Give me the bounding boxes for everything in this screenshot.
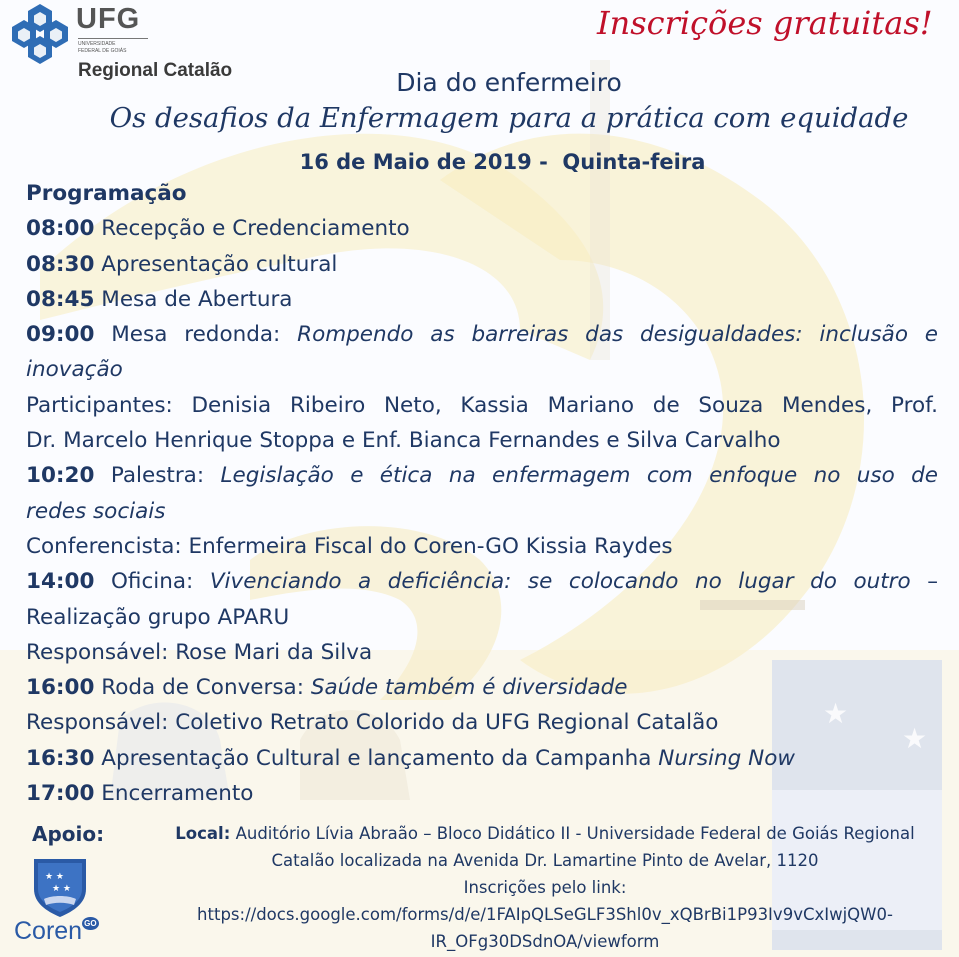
location-line-1 (140, 820, 950, 847)
schedule-activity: Mesa redonda: (111, 322, 281, 348)
location-label: Local: (175, 824, 231, 843)
lecturer-line: Conferencista: Enfermeira Fiscal do Coren-GO Kissia Raydes (26, 533, 673, 559)
schedule-item (26, 247, 938, 282)
ufg-name-line-2: FEDERAL DE GOIÁS (78, 48, 127, 54)
event-theme: Os desafios da Enfermagem para a prática com equidade (109, 102, 909, 134)
ufg-acronym: UFG (76, 3, 141, 35)
svg-text:★: ★ (902, 722, 928, 755)
registration-link-part-1[interactable]: https://docs.google.com/forms/d/e/1FAIpQLSeGLF3Shl0v_xQBrBi1P93Iv9vCxIwjQW0- (197, 905, 893, 924)
schedule-title: Rompendo as barreiras das desigualdades: inclusão e (297, 322, 939, 348)
program-heading: Programação (26, 181, 187, 206)
free-registration-banner: Inscrições gratuitas! (597, 4, 933, 42)
registration-link-part-2[interactable]: IR_OFg30DSdnOA/viewform (430, 932, 660, 951)
schedule-item (26, 741, 938, 776)
registration-label: Inscrições pelo link: (463, 878, 627, 897)
schedule-activity: Apresentação cultural (101, 251, 338, 277)
footer-info (140, 820, 950, 955)
schedule-item (26, 458, 938, 493)
schedule-title-continued: redes sociais (26, 498, 166, 524)
location-line-2: Catalão localizada na Avenida Dr. Lamartine Pinto de Avelar, 1120 (271, 851, 819, 870)
schedule-activity: Oficina: (110, 569, 194, 595)
coren-shield-icon (30, 855, 90, 919)
program-schedule (26, 176, 938, 811)
participants-line-2: Dr. Marcelo Henrique Stoppa e Enf. Bianca Fernandes e Silva Carvalho (26, 428, 781, 454)
schedule-activity: Mesa de Abertura (101, 286, 293, 312)
schedule-item (26, 211, 938, 246)
schedule-time: 16:00 (26, 675, 95, 701)
schedule-time: 08:00 (26, 216, 95, 242)
svg-text:★ ★: ★ ★ (52, 884, 71, 894)
schedule-item (26, 282, 938, 317)
schedule-dash: – (927, 569, 938, 595)
schedule-activity: Apresentação Cultural e lançamento da Campanha (101, 745, 652, 771)
registration-link-cont[interactable] (140, 928, 950, 955)
schedule-time: 16:30 (26, 745, 95, 771)
ufg-name-line-1: UNIVERSIDADE (78, 41, 116, 47)
schedule-time: 08:30 (26, 251, 95, 277)
event-date: 16 de Maio de 2019 - Quinta-feira (299, 150, 706, 174)
ufg-campus: Regional Catalão (78, 60, 233, 81)
schedule-activity: Recepção e Credenciamento (101, 216, 410, 242)
responsible-line: Responsável: Rose Mari da Silva (26, 639, 373, 665)
svg-text:★: ★ (823, 697, 849, 730)
schedule-title: Nursing Now (658, 745, 795, 771)
registration-link[interactable] (140, 901, 950, 928)
svg-text:★ ★: ★ ★ (45, 872, 64, 882)
schedule-title: Vivenciando a deficiência: se colocando no lugar do outro (209, 569, 911, 595)
schedule-time: 08:45 (26, 286, 95, 312)
schedule-item (26, 317, 938, 352)
support-label: Apoio: (32, 822, 105, 846)
schedule-time: 09:00 (26, 322, 95, 348)
coren-text: Coren (14, 917, 83, 945)
schedule-item (26, 776, 938, 811)
coren-go-badge: GO (84, 919, 97, 928)
location-text: Auditório Lívia Abraão – Bloco Didático II - Universidade Federal de Goiás Regional (235, 824, 915, 843)
ufg-hexagon-icon (6, 2, 74, 66)
schedule-title: Legislação e ética na enfermagem com enfoque no uso de (220, 463, 938, 489)
schedule-title-continued: inovação (26, 357, 123, 383)
coren-wordmark (14, 917, 99, 946)
responsible-line: Responsável: Coletivo Retrato Colorido da UFG Regional Catalão (26, 710, 719, 736)
schedule-title: Saúde também é diversidade (310, 675, 628, 701)
schedule-item (26, 564, 938, 599)
participants-line-1: Participantes: Denisia Ribeiro Neto, Kassia Mariano de Souza Mendes, Prof. (26, 392, 938, 418)
event-title: Dia do enfermeiro (396, 68, 622, 97)
schedule-activity: Roda de Conversa: (101, 675, 304, 701)
schedule-time: 10:20 (26, 463, 95, 489)
schedule-item (26, 670, 938, 705)
schedule-activity: Palestra: (110, 463, 205, 489)
coren-logo (14, 855, 114, 950)
schedule-title-continued: Realização grupo APARU (26, 604, 290, 630)
schedule-time: 17:00 (26, 781, 95, 807)
schedule-activity: Encerramento (101, 781, 254, 807)
schedule-time: 14:00 (26, 569, 95, 595)
